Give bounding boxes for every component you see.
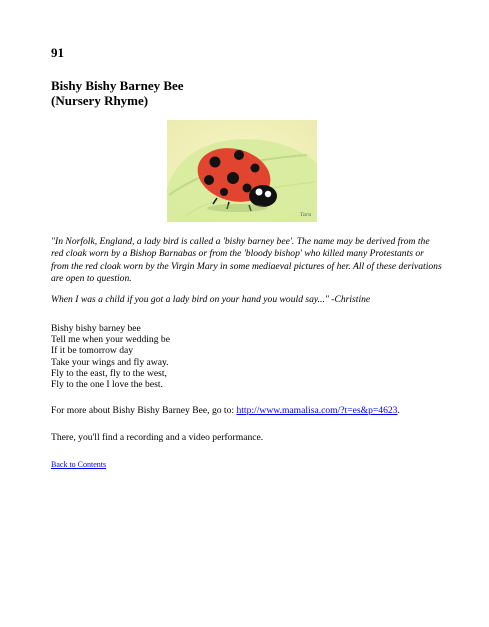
rhyme-line: If it be tomorrow day [51, 345, 134, 357]
page-number: 91 [51, 45, 64, 60]
rhyme-lyrics [51, 323, 170, 390]
quote-intro: "In Norfolk, England, a lady bird is called a 'bishy barney bee'. The name may be derived from the red cloak worn by a Bishop Barnabas or from the 'bloody bishop' who killed many Protestants or from the red cloak worn by the Virgin Mary in some mediaeval pictures of her. All of these derivations are open to question. [51, 236, 442, 285]
illustration-signature: Tara [300, 212, 312, 218]
song-title [51, 78, 184, 108]
rhyme-line: Fly to the one I love the best. [51, 379, 163, 391]
rhyme-line: Fly to the east, fly to the west, [51, 367, 167, 379]
back-to-contents-link[interactable]: Back to Contents [51, 460, 107, 469]
quote-child: When I was a child if you got a lady bird on your hand you would say..." -Christine [51, 294, 371, 305]
song-title-line1: Bishy Bishy Barney Bee [51, 78, 184, 93]
rhyme-line: Bishy bishy barney bee [51, 323, 141, 334]
more-info-prefix: For more about Bishy Bishy Barney Bee, go to: [51, 405, 237, 416]
rhyme-line: Tell me when your wedding be [51, 334, 170, 346]
song-title-line2: (Nursery Rhyme) [51, 93, 149, 108]
ladybird-on-leaf-illustration [167, 120, 317, 222]
mamalisa-link[interactable]: http://www.mamalisa.com/?t=es&p=4623 [236, 405, 398, 416]
recording-note: There, you'll find a recording and a video performance. [51, 432, 264, 443]
rhyme-line: Take your wings and fly away. [51, 356, 169, 368]
more-info-suffix: . [397, 405, 400, 416]
more-info [51, 405, 400, 417]
